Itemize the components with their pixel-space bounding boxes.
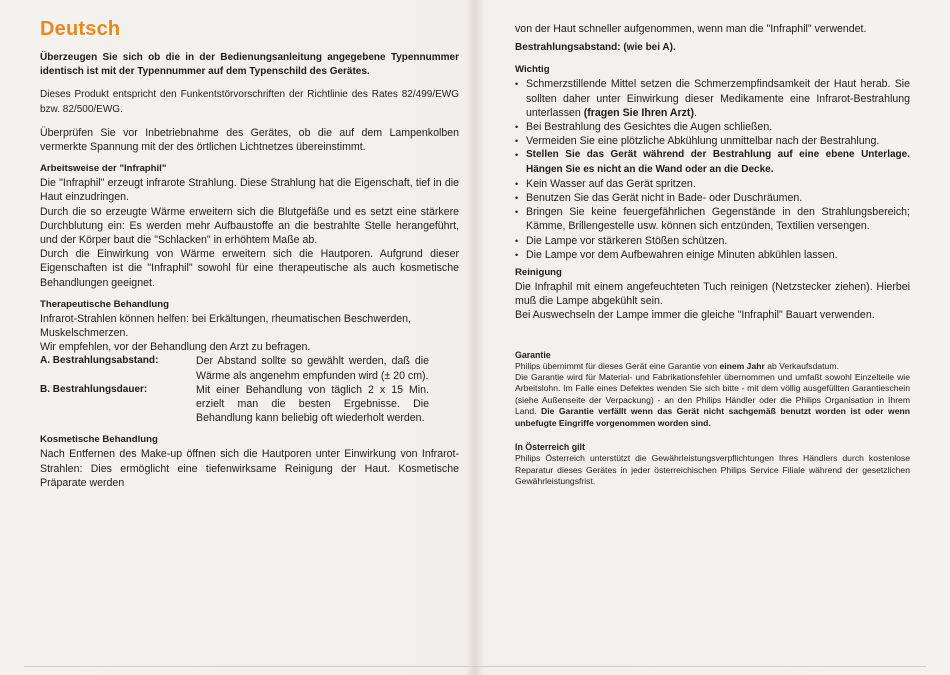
warning-item	[515, 177, 910, 191]
emc-note: Dieses Produkt entspricht den Funkentstörvorschriften der Richtlinie des Rates 82/499/EWG bzw. 82/500/EWG.	[40, 89, 459, 115]
garantie-p2	[515, 372, 910, 429]
section-heading-therapeutisch: Therapeutische Behandlung	[40, 298, 170, 310]
warning-bold-text: (fragen Sie Ihren Arzt)	[583, 106, 694, 119]
reinigung-p2: Bei Auswechseln der Lampe immer die gleiche "Infraphil" Bauart verwenden.	[515, 309, 875, 322]
garantie-block	[515, 349, 910, 488]
definition-term-a: A. Bestrahlungsabstand:	[40, 355, 159, 367]
warning-text: Benutzen Sie das Gerät nicht in Bade- oder Duschräumen.	[526, 192, 803, 205]
warning-item-text	[526, 191, 910, 205]
warning-text: Vermeiden Sie eine plötzliche Abkühlung unmittelbar nach der Bestrahlung.	[526, 135, 880, 148]
therapeutisch-p2: Wir empfehlen, vor der Behandlung den Arzt zu befragen.	[40, 341, 311, 354]
warning-list	[515, 77, 910, 262]
arbeitsweise-p1: Die "Infraphil" erzeugt infrarote Strahlung. Diese Strahlung hat die Eigenschaft, tief in die Haut einzudringen.	[40, 177, 459, 204]
warning-item-text	[526, 177, 910, 191]
warning-bold-text: Stellen Sie das Gerät während der Bestrahlung auf eine ebene Unterlage. Hängen Sie es nicht an die Wand oder an die Decke.	[526, 149, 910, 175]
warning-item	[515, 234, 910, 248]
warning-item-text	[526, 134, 910, 148]
section-heading-kosmetisch: Kosmetische Behandlung	[40, 434, 158, 446]
definition-row-a	[40, 354, 459, 382]
warning-item	[515, 148, 910, 176]
warning-item	[515, 120, 910, 134]
arbeitsweise-p2: Durch die so erzeugte Wärme erweitern sich die Blutgefäße und es setzt eine stärkere Durchblutung ein: Es werden mehr Aufbaustoffe an die bestrahlte Stelle herangeführt, und der Körper baut die "Schlacken" in erhöhtem Maße ab.	[40, 205, 459, 247]
bullet-icon: •	[515, 150, 519, 161]
kosmetisch-p1: Nach Entfernen des Make-up öffnen sich die Hautporen unter Einwirkung von Infrarot-Strahlen: Dies ermöglicht eine tiefenwirksame Reinigung der Haut. Kosmetische Präparate werden	[40, 448, 459, 489]
warning-tail: .	[694, 106, 697, 119]
warning-item-text	[526, 248, 910, 262]
warning-item-text	[526, 205, 910, 233]
warning-item	[515, 248, 910, 262]
garantie-p2-text: Die Garantie wird für Material- und Fabrikationsfehler übernommen und umfaßt sowohl Einzelteile wie Arbeitslohn. Im Falle eines Defektes wenden Sie sich bitte - mit dem völlig ausgefüllten Garantieschein (siehe Außenseite der Verpackung) - an den Philips Händler oder die Philips Organisation in Ihrem Land.	[515, 372, 910, 417]
warning-text: Schmerzstillende Mittel setzen die Schmerzempfindsamkeit der Haut herab. Sie sollten daher unter Einwirkung dieser Medikamente eine Infrarot-Bestrahlung unterlassen	[526, 78, 910, 119]
oesterreich-p1: Philips Österreich unterstützt die Gewährleistungsverpflichtungen Ihres Händlers durch kostenlose Reparatur dieses Gerätes in jeder österreichischen Philips Service Filiale während der gesetzlichen Gewährleistungsfrist.	[515, 453, 910, 486]
warning-item-text	[526, 77, 910, 120]
language-title: Deutsch	[40, 18, 121, 40]
voltage-note: Überprüfen Sie vor Inbetriebnahme des Gerätes, ob die auf dem Lampenkolben vermerkte Spannung mit der des örtlichen Lichtnetzes übereinstimmt.	[40, 126, 459, 154]
type-number-note: Überzeugen Sie sich ob die in der Bedienungsanleitung angegebene Typennummer identisch ist mit der Typennummer auf dem Typenschild des Gerätes.	[40, 52, 459, 78]
warning-item	[515, 191, 910, 205]
section-heading-arbeitsweise: Arbeitsweise der "Infraphil"	[40, 163, 167, 175]
definition-desc-b: Mit einer Behandlung von täglich 2 x 15 Min. erzielt man die besten Ergebnisse. Die Behandlung kann beliebig oft wiederholt werden.	[196, 383, 429, 425]
garantie-p1-text: Philips übernimmt für dieses Gerät eine Garantie von	[515, 360, 720, 371]
section-heading-oesterreich: In Österreich gilt	[515, 442, 585, 453]
warning-item-text	[526, 120, 910, 134]
bestrahlungsabstand-note: Bestrahlungsabstand: (wie bei A).	[515, 42, 676, 54]
warning-item	[515, 134, 910, 148]
continuation-text: von der Haut schneller aufgenommen, wenn man die "Infraphil" verwendet.	[515, 23, 867, 35]
garantie-p1-tail: ab Verkaufsdatum.	[764, 360, 839, 371]
definition-row-b	[40, 383, 459, 426]
bullet-icon: •	[515, 207, 519, 218]
reinigung-p1: Die Infraphil mit einem angefeuchteten Tuch reinigen (Netzstecker ziehen). Hierbei muß die Lampe abgekühlt sein.	[515, 281, 910, 308]
warning-text: Die Lampe vor stärkeren Stößen schützen.	[526, 234, 728, 247]
therapeutisch-p1: Infrarot-Strahlen können helfen: bei Erkältungen, rheumatischen Beschwerden, Muskelschmerzen.	[40, 312, 412, 340]
bullet-icon: •	[515, 193, 519, 204]
section-heading-wichtig: Wichtig	[515, 64, 550, 76]
arbeitsweise-p3: Durch die Einwirkung von Wärme erweitern sich die Hautporen. Aufgrund dieser Eigenschaften ist die "Infraphil" sowohl für eine therapeutische als auch kosmetische Behandlungen geeignet.	[40, 248, 459, 289]
warning-text: Kein Wasser auf das Gerät spritzen.	[526, 177, 696, 190]
section-heading-reinigung: Reinigung	[515, 267, 562, 279]
bullet-icon: •	[515, 122, 519, 133]
warning-text: Die Lampe vor dem Aufbewahren einige Minuten abkühlen lassen.	[526, 248, 838, 261]
warning-item-text	[526, 148, 910, 176]
warning-text: Bei Bestrahlung des Gesichtes die Augen schließen.	[526, 121, 773, 134]
garantie-p1	[515, 361, 910, 372]
garantie-duration: einem Jahr	[719, 360, 765, 371]
page-bottom-edge	[24, 666, 926, 667]
right-page	[475, 0, 950, 675]
bullet-icon: •	[515, 249, 519, 260]
warning-text: Bringen Sie keine feuergefährlichen Gegenstände in den Strahlungsbereich; Kämme, Brillengestelle usw. können sich entzünden, Textilien versengen.	[526, 206, 910, 233]
bullet-icon: •	[515, 178, 519, 189]
bullet-icon: •	[515, 235, 519, 246]
bullet-icon: •	[515, 136, 519, 147]
bullet-icon: •	[515, 79, 519, 90]
definition-desc-a: Der Abstand sollte so gewählt werden, daß die Wärme als angenehm empfunden wird (± 20 cm).	[196, 355, 429, 382]
warning-item	[515, 205, 910, 233]
warning-item-text	[526, 234, 910, 248]
warning-item	[515, 77, 910, 120]
definition-term-b: B. Bestrahlungsdauer:	[40, 383, 148, 395]
garantie-void-note: Die Garantie verfällt wenn das Gerät nicht sachgemäß benutzt worden ist oder wenn unbefugte Eingriffe vorgenommen worden sind.	[515, 406, 910, 428]
section-heading-garantie: Garantie	[515, 349, 551, 360]
